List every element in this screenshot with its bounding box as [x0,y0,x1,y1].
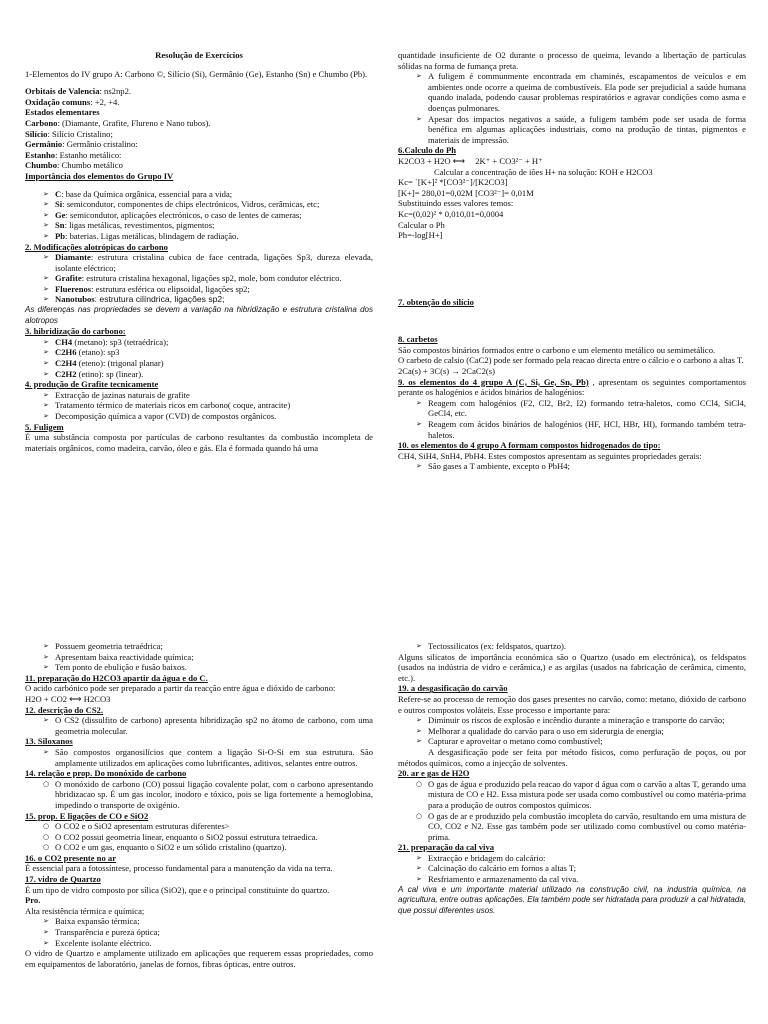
section-17-heading: 17. vidro de Quartzo [25,874,101,885]
section-2-heading: 2. Modificações alotrópicas do carbono [25,241,168,252]
estados-list [25,118,373,171]
list-item: ➢ Tratamento térmico de materiais ricos em carbono( coque, antracite) [43,400,373,411]
alotropos-list [25,252,373,305]
list-item: ○ O gas de água e produzido pela reacao do vapor d água com o carvão a altas T, gerando uma mistura de CO e H2. Essa mistura pode ser usada como combustível ou como matéria-prima para a produção de outros compostos químicos. [416,779,746,811]
list-item: ➢ Tem ponto de ebulição e fusão baixos. [43,662,373,673]
estado-value: : Chumbo metálico [57,160,123,171]
estado-line [25,118,373,129]
desgasificacao-text-2: A desgasificação pode ser feita por método físicos, como perfuração de poços, ou por métodos químicos, como a injecção de solventes. [398,746,746,768]
list-item: ➢ A fuligem é communmente encontrada em chaminés, escapamentos de veículos e em ambientes onde ocorre a queima de combustíveis. Ela pode ser prejudicial a saúde humana quando inalada, podendo causar problemas respiratórios e agravar condições como asma e doenças pulmonares. [416,71,746,113]
estado-value: : Germânio cristalino: [62,139,138,150]
section-10-heading: 10. os elementos do 4 grupo A formam compostos hidrogenados do tipo: [398,440,661,451]
list-item: ➢ Calcinação do calcário em fornos a altas T; [416,863,746,874]
estado-label: Carbono [25,117,58,128]
oxidacao-label: Oxidação comuns [25,96,91,107]
silicatos-text: Alguns silicatos de importância económica são o Quartzo (usado em electrónica), os feldspatos (usados na indústria de vidro e cerâmica,) e as argilas (usados na fabricação de cerâmica, cimento, etc.). [398,651,746,683]
section-8-heading: 8. carbetos [398,334,438,345]
equilibrium-arrow-icon: ⟷ [452,155,466,166]
cs2-list [25,715,373,736]
list-item: ➢ Melhorar a qualidade do carvão para o uso em siderurgia de energia; [416,726,746,737]
list-item: ➢ Reagem com halogénios (F2, Cl2, Br2, I2) formando tetra-haletos, como CCl4, SiCl4, GeCl4, etc. [416,398,746,419]
quartzo-list [25,916,373,948]
list-item: ➢ Extracção e bridagem do calcário: [416,853,746,864]
orbitais-line [25,86,373,97]
orbitais-value: : ns2np2. [99,86,132,97]
quadrant-bottom-right [398,641,746,916]
pro-text: Alta resistência térmica e química; [25,905,145,916]
halogenios-list [398,398,746,440]
list-item: ➢ São compostos organosilícios que contem a ligação Si-O-Si em sua estrutura. São amplamente utilizados em aplicações como lubrificantes, aditivos, selantes entre outros. [43,747,373,768]
gas-list [398,779,746,843]
list-item: ➢ São gases a T ambiente, excepto o PbH4; [416,461,746,472]
co2-text: É essencial para a fotossíntese, processo fundamental para a manutenção da vida na terra. [25,863,333,874]
list-item: ➢ C2H4 (eteno): (trigonal planar) [43,358,373,369]
carbetos-equation: 2Ca(s) + 3C(s) → 2CaC2(s) [398,366,495,377]
list-item: ➢ Sn: ligas metálicas, revestimentos, pigmentos; [43,220,373,231]
estado-line [25,160,373,171]
estado-line [25,139,373,150]
list-item: ○ O gas de ar e produzido pela combustão imcopleta do carvão, resultando em uma mistura de CO, CO2 e N2. Esse gas também pode ser utilizado como combustível ou como matéria-prima. [416,811,746,843]
section-20-heading: 20. ar e gas de H2O [398,768,470,779]
list-item: ➢ Ge: semicondutor, aplicações electrónicos, o caso de lentes de cameras; [43,210,373,221]
list-item: ➢ Apesar dos impactos negativos a saúde, a fuligem também pode ser usada de forma benéfica em algumas aplicações industriais, como na produção de tintas, pigmentos e materiais de impressão. [416,114,746,146]
list-item: ➢ Nanotubos: estrutura cilíndrica, ligações sp2; [43,294,373,305]
section-15-heading: 15. prop. E ligações de CO e SiO2 [25,810,149,821]
silicatos-list [398,641,746,652]
pro-label: Pro. [25,895,41,906]
ph-line: Kc=(0,02)² * 0,010,01=0,0004 [398,208,504,219]
quadrant-bottom-left [25,641,373,969]
list-item: ➢ Apresentam baixa reactividade química; [43,652,373,663]
list-item: ➢ Si: semicondutor, componentes de chips electrónicos, Vidros, cerâmicas, etc; [43,199,373,210]
intro-text: 1-Elementos do IV grupo A: Carbono ©, Silício (Si), Germânio (Ge), Estanho (Sn) e Chumbo (Pb). [25,68,368,79]
oxidacao-line [25,97,373,108]
list-item: ➢ C: base da Química orgânica, essencial para a vida; [43,189,373,200]
propriedades-list [25,641,373,673]
hibridizacao-list [25,337,373,379]
list-item: ➢ Transparência e pureza óptica; [43,927,373,938]
list-item: ➢ Possuem geometria tetraédrica; [43,641,373,652]
list-item: ➢ Tectossilicatos (ex: feldspatos, quartzo). [416,641,746,652]
list-item: ○ O monóxido de carbono (CO) possui ligação covalente polar, com o carbono apresentando hbridizacao sp. É um gas incolor, inodoro e tóxico, pois se liga fortemente a hemoglobina, impedindo o transporte de oxigénio. [43,779,373,811]
section-3-heading: 3. hibridização do carbono: [25,326,126,337]
section-21-heading: 21. preparação da cal viva [398,842,495,853]
estados-label: Estados elementares [25,107,100,118]
hidrogenados-text: CH4, SiH4, SnH4, PbH4. Estes compostos apresentam as seguintes propriedades gerais: [398,450,702,461]
importancia-heading: Importância dos elementos do Grupo IV [25,170,174,181]
list-item: ➢ Diamante: estrutura cristalina cubica de face centrada, ligações Sp3, dureza elevada, isolante eléctrico; [43,252,373,273]
grafite-list [25,390,373,422]
list-item: ➢ Reagem com ácidos binários de halogénios (HF, HCl, HBr, HI), formando também tetra-haletos. [416,419,746,440]
h2co3-text: O acido carbónico pode ser preparado a partir da reacção entre água e dióxido de carbono: [25,683,336,694]
list-item: ➢ Pb: baterias. Ligas metálicas, blindagem de radiação. [43,231,373,242]
list-item: ➢ Diminuir os riscos de explosão e incêndio durante a mineração e transporte do carvão; [416,715,746,726]
fuligem-text: É uma substância composta por partículas de carbono resultantes da combustão incompleta de materiais orgânicos, como madeira, carvão, óleo e gás. Ela é formada quando há uma [25,432,373,453]
fuligem-list [398,71,746,145]
estado-line [25,129,373,140]
page-title: Resolução de Exercícios [155,50,243,60]
estado-value: : (Diamante, Grafite, Flureno e Nano tubos). [57,117,211,128]
section-14-heading: 14. relação e prop. Do monóxido de carbono [25,768,187,779]
co-list [25,779,373,811]
section-9-heading: 9. os elementos do 4 grupo A (C, Si, Ge, Sn, Pb) [398,376,589,387]
ph-equation: K2CO3 + H2O ⟷ 2K⁺ + CO3²⁻ + H⁺ [398,155,543,166]
estado-label: Germânio [25,139,63,150]
section-11-heading: 11. preparação do H2CO3 apartir da água e do C. [25,672,208,683]
ph-line: Kc= `[K+]² *[CO3²⁻]/[K2CO3] [398,177,508,188]
alotropos-note: As diferenças nas propriedades se devem a variação na hibridização e estrutura cristalina dos alotropos [25,305,373,325]
quadrant-top-right [398,50,746,472]
list-item: ➢ Excelente isolante eléctrico. [43,938,373,949]
estado-value: : Estanho metálico: [55,149,122,160]
ph-line: Calcular o Ph [398,219,445,230]
section-12-heading: 12. descrição do CS2. [25,704,104,715]
list-item: ○ O CO2 e o SiO2 apresentam estruturas diferentes> [43,821,373,832]
estado-label: Silício [25,128,48,139]
ph-line: Substituindo esses valores temos: [398,198,514,209]
h2co3-equation: H2O + CO2 ⟷ H2CO3 [25,693,111,704]
siloxanos-list [25,747,373,768]
list-item: ➢ C2H2 (etino): sp (linear). [43,369,373,380]
fuligem-cont: quantidade insuficiente de O2 durante o processo de queima, levando a libertação de partículas sólidas na forma de fumança preta. [398,50,746,71]
section-4-heading: 4. produção de Grafite tecnicamente [25,379,159,390]
carbetos-text: O carbeto de calsio (CaC2) pode ser formado pela reacao directa entre o cálcio e o carbono a altas T. [398,355,744,366]
oxidacao-value: : +2, +4. [90,96,120,107]
list-item: ➢ Fluerenos: estrutura esférica ou elipsoidal, ligações sp2; [43,284,373,295]
estado-value: : Silício Cristalino; [47,128,113,139]
section-16-heading: 16. o CO2 presente no ar [25,852,117,863]
equilibrium-arrow-icon: ⟷ [69,693,82,704]
ph-line: Calcular a concentração de iões H+ na solução: KOH e H2CO3 [434,166,653,177]
desgasificacao-list [398,715,746,747]
section-13-heading: 13. Siloxanos [25,736,73,747]
section-19-heading: 19. a desgasificação do carvão [398,683,508,694]
orbitais-label: Orbitais de Valencia [25,86,100,97]
carbetos-text: São compostos binários formados entre o carbono e um elemento metálico ou semimetálico. [398,344,716,355]
quartzo-text: É um tipo de vidro composto por sílica (SiO2), que e o principal constituinte do quartzo. [25,884,330,895]
hidrogenados-list [398,461,746,472]
list-item: ➢ Capturar e aproveitar o metano como combustível; [416,736,746,747]
list-item: ○ O CO2 e um gas, enquanto o SiO2 e um sólido cristalino (quartzo). [43,842,373,853]
list-item: ➢ O CS2 (dissulfito de carbono) apresenta hibridização sp2 no átomo de carbono, com uma geometria molecular. [43,715,373,736]
section-6-heading: 6.Calculo do Ph [398,145,457,156]
section-7-heading: 7. obtenção do silício [398,296,474,307]
section-9-line: 9. os elementos do 4 grupo A (C, Si, Ge, Sn, Pb) , apresentam os seguintes comportamentos perante os halogénios e ácidos binários de halogénios: [398,376,746,398]
quadrant-top-left [25,50,373,453]
list-item: ➢ Baixa expansão térmica; [43,916,373,927]
list-item: ➢ Decomposição química a vapor (CVD) de compostos orgânicos. [43,411,373,422]
importancia-list [25,189,373,242]
list-item: ➢ Resfriamento e armazenamento da cal viva. [416,874,746,885]
estado-line [25,150,373,161]
list-item: ➢ Extracção de jazinas naturais de grafite [43,390,373,401]
desgasificacao-text: Refere-se ao processo de remoção dos gases presentes no carvão, como: metano, dióxido de carbono e outros compostos voláteis. Esse processo e importante para: [398,693,746,715]
ph-line: [K+]= 280,01=0,02M [CO3²⁻]= 0,01M [398,187,534,198]
list-item: ➢ C2H6 (etano): sp3 [43,347,373,358]
list-item: ○ O CO2 possui geometria linear, enquanto o SiO2 possui estrutura tetraedica. [43,832,373,843]
co2-sio2-list [25,821,373,853]
section-5-heading: 5. Fuligem [25,421,64,432]
quartzo-text-2: O vidro de Quartzo e amplamente utilizado em aplicações que requerem essas propriedades, como em equipamentos de laboratório, janelas de fornos, fibras ópticas, entre outros. [25,948,373,969]
cal-viva-list [398,853,746,885]
list-item: ➢ CH4 (metano): sp3 (tetraédrica); [43,337,373,348]
cal-viva-note: A cal viva e um importante material utilizado na construção civil, na industria química, na agricultura, entre outras aplicações. Ela também pode ser hidratada para produzir a cal hidratada, que possui diferentes usos. [398,884,746,915]
estado-label: Estanho [25,149,56,160]
estado-label: Chumbo [25,160,57,171]
list-item: ➢ Grafite: estrutura cristalina hexagonal, ligações sp2, mole, bom condutor eléctrico. [43,273,373,284]
ph-line: Ph=-log[H+] [398,230,443,241]
